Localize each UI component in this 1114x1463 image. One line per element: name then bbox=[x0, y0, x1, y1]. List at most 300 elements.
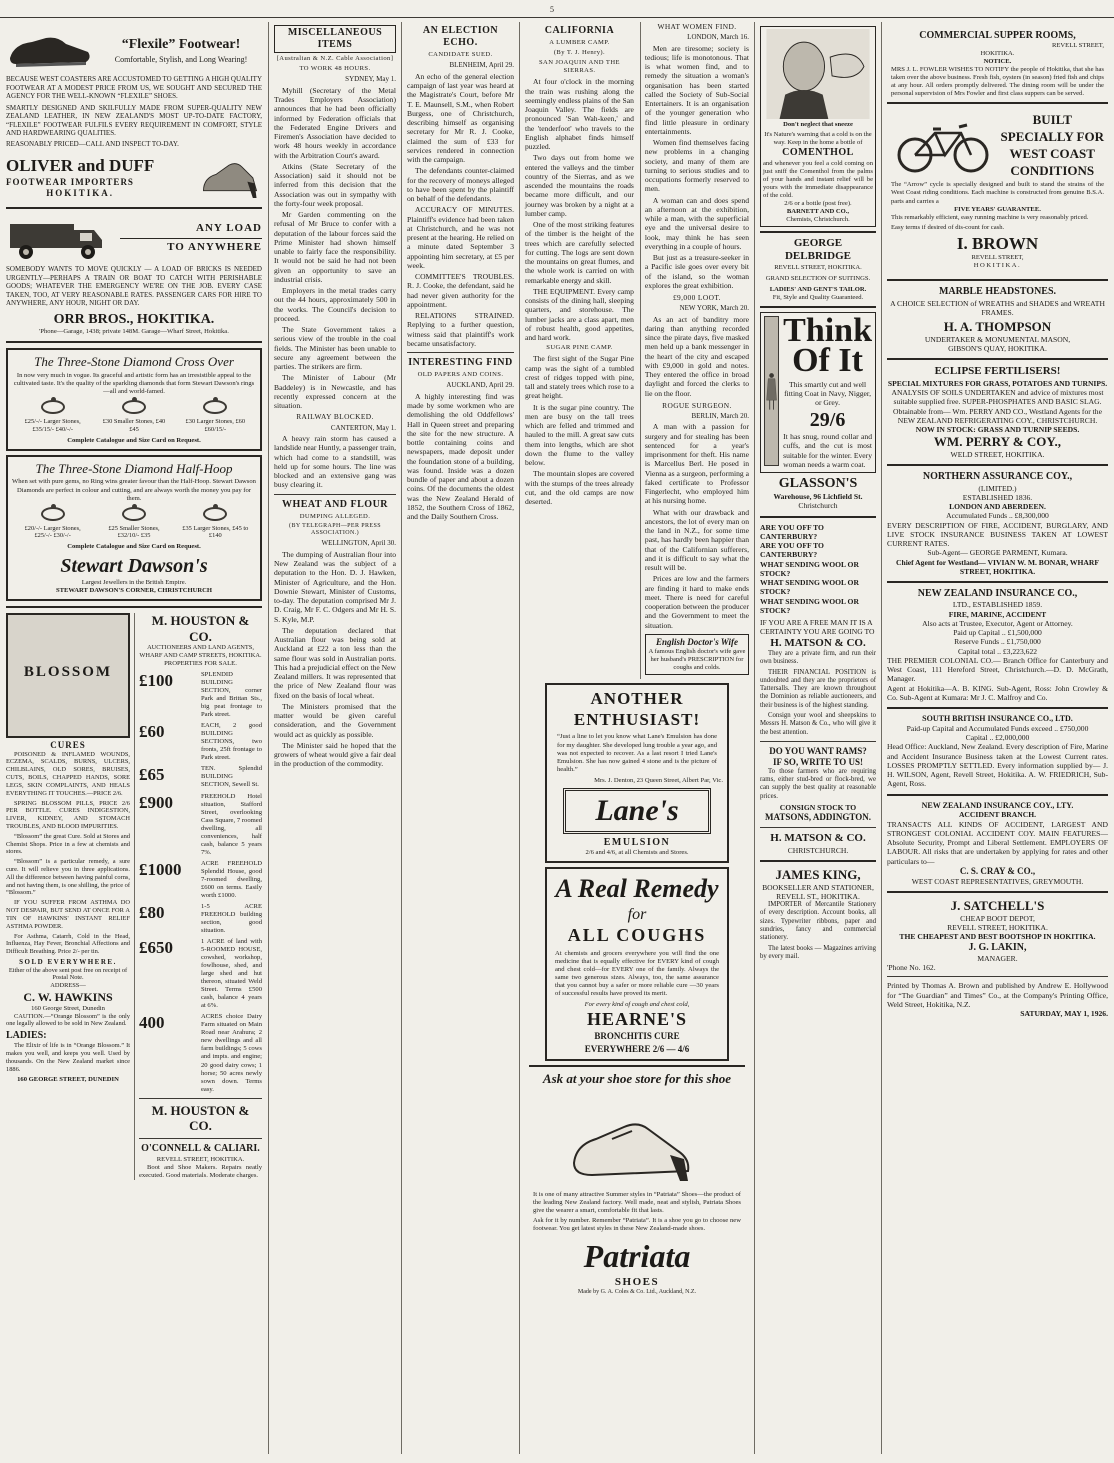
column-4 bbox=[521, 22, 753, 1454]
column-rule bbox=[754, 22, 755, 1454]
nzins-body: THE PREMIER COLONIAL CO.— Branch Office for Canterbury and West Coast, 111 Hereford Street, Christchurch.—D. D. McGrath, Manager. bbox=[887, 655, 1108, 684]
canterbury-question: IF YOU ARE A FREE MAN IT IS A CERTAINTY YOU ARE GOING TO bbox=[760, 618, 875, 637]
page-number: 5 bbox=[550, 5, 554, 14]
oconnell-body: Boot and Shoe Makers. Repairs neatly executed. Good materials. Moderate charges. bbox=[139, 1163, 262, 1179]
paragraph: The State Government takes a serious view of the trouble in the coal fields. The Minister has been unable to secure any agreement between the parties. The strikers are firm. bbox=[274, 325, 396, 372]
dawson-half-hoop-ad bbox=[6, 455, 262, 601]
listing-text: 1 ACRE of land with 5-ROOMED HOUSE, cowshed, workshop, fowlhouse, shed, and large shed and hut thereon, situated Weld Street. Terms £500 cash, balance 4 years at 6%. bbox=[201, 938, 262, 1010]
brown-firm: I. BROWN bbox=[956, 233, 1039, 253]
paragraph: COMMITTEE'S TROUBLES. R. J. Cooke, the defendant, said he had never given authority for the appointment. bbox=[407, 272, 514, 309]
paragraph: ACCURACY OF MINUTES. Plaintiff's evidence had been taken at Christchurch, and he was not present at the hearing. He relied on a minute dated September 3 appointing him secretary, at £5 per week. bbox=[407, 205, 514, 270]
election-heading: AN ELECTION ECHO. bbox=[422, 25, 499, 49]
satchell-tagline: THE CHEAPEST AND BEST BOOTSHOP IN HOKITIKA. bbox=[899, 932, 1096, 942]
satchell-ad bbox=[887, 898, 1108, 972]
listing-text: 1-5 ACRE FREEHOLD building section, good situation. bbox=[201, 902, 262, 934]
coat-figure-icon bbox=[764, 316, 779, 466]
flexile-title: “Flexile” Footwear! bbox=[121, 36, 241, 52]
oliver-duff-town: HOKITIKA. bbox=[46, 187, 115, 198]
remedy-heading-3: ALL COUGHS bbox=[567, 924, 707, 945]
houston-listing bbox=[139, 793, 262, 857]
blossom-ointment-2: “Blossom” is a particular remedy, a sure cure. It will relieve you in three applications. All the difference between having painful corns, and not having them, is one shilling, the price of “Blossom.” bbox=[6, 858, 130, 897]
supper-notice: NOTICE. bbox=[983, 58, 1012, 66]
satchell-firm: J. SATCHELL'S bbox=[950, 898, 1045, 914]
sb-figure: Paid-up Capital and Accumulated Funds exceed .. £750,000 bbox=[906, 723, 1089, 733]
paragraph: The first sight of the Sugar Pine camp was the sight of a tumbled crest of ridges topped with pine, tall and stately trees which rose to a great height. bbox=[525, 354, 634, 401]
flexile-tagline: Comfortable, Stylish, and Long Wearing! bbox=[114, 54, 248, 64]
blossom-logo-text: BLOSSOM bbox=[23, 663, 113, 680]
satchell-sub: CHEAP BOOT DEPOT, bbox=[960, 913, 1035, 923]
nzins-figure: Paid up Capital .. £1,500,000 bbox=[953, 628, 1042, 638]
eclipse-body-3: NOW IN STOCK: GRASS AND TURNIP SEEDS. bbox=[915, 425, 1080, 435]
orr-bros-ad bbox=[6, 214, 262, 336]
bike-guarantee: FIVE YEARS' GUARANTEE. bbox=[954, 205, 1041, 213]
paragraph: One of the most striking features of the timber is the height of the trees which are carefully selected for cutting. The logs are sent down the mountains on great flumes, and the whole work is carried on with remarkable energy and skill. bbox=[525, 220, 634, 285]
cray-firm: C. S. CRAY & CO., bbox=[959, 865, 1036, 876]
remedy-body: At chemists and grocers everywhere you will find the one medicine that is equally effective for EVERY kind of cough and chest cold—for EVERY one of the family. Always the same two generous sizes. Always, too, the same assurance that you cannot buy a safer or more reliable cure —30 years of successful results have proved its merit. bbox=[555, 949, 719, 997]
ring-icon bbox=[122, 400, 146, 414]
lanes-heading: ANOTHER ENTHUSIAST! bbox=[573, 689, 701, 729]
election-subheading: CANDIDATE SUED. bbox=[428, 51, 493, 59]
nzacc-heading: NEW ZEALAND INSURANCE COY., LTY. bbox=[921, 800, 1074, 810]
nzins-sub: LTD., ESTABLISHED 1859. bbox=[952, 600, 1043, 610]
dawson-cross-over-ad bbox=[6, 348, 262, 451]
paragraph: The dumping of Australian flour into New Zealand was the subject of a deputation to the Hon. D. J. Hawken, Minister of Agriculture, and the Hon. Downie Stewart, Minister of Customs, to-day. The deputation comprised Mr J. D. Craig, Mr F. C. Odgers and Mr H. S. S. Kyle, M.P. bbox=[274, 549, 396, 624]
northern-heading: NORTHERN ASSURANCE COY., bbox=[922, 471, 1073, 483]
listing-price: £65 bbox=[139, 765, 165, 785]
sneezing-man-icon bbox=[766, 29, 870, 119]
paragraph: A woman can and does spend an afternoon at the exhibition, while a man, with the superficial eye and the universal desire to look, may think he has seen everything in a couple of hours. bbox=[644, 195, 749, 251]
column-2 bbox=[270, 22, 400, 1454]
northern-address: LONDON AND ABERDEEN. bbox=[949, 502, 1046, 512]
houston-firm: M. HOUSTON & CO. bbox=[151, 612, 250, 644]
remedy-heading: A Real Remedy bbox=[555, 874, 719, 904]
supper-heading: COMMERCIAL SUPPER ROOMS, bbox=[919, 30, 1076, 41]
patriata-body-2: Ask for it by number. Remember “Patriata”. It is a shoe you go to choose new footwear. You get latest styles in these New Zealand-made shoes. bbox=[533, 1216, 741, 1232]
comenthol-firm-sub: Chemists, Christchurch. bbox=[786, 215, 850, 223]
houston-listing bbox=[139, 1013, 262, 1093]
consign-firm: MATSONS, ADDINGTON. bbox=[765, 812, 871, 823]
listing-price: £80 bbox=[139, 902, 165, 922]
wheat-subheading-2: (BY TELEGRAPH—PER PRESS ASSOCIATION.) bbox=[289, 522, 381, 537]
eclipse-ad bbox=[887, 365, 1108, 459]
dawson-cross-body: In now very much in vogue. Its graceful and artistic form has an irresistible appeal to the cultivated taste. It's the quality of the sparkling diamonds that form Stewart Dawson's rings—all and world-famed. bbox=[13, 371, 255, 395]
nz-accident-ad bbox=[887, 801, 1108, 886]
paragraph: Men are tiresome; society is tedious; life is monotonous. That is what women find, and to remedy the situation a woman's organisation has been started called the Society of Sub-Social Entertainers. It is an organisation of the younger generation who find little pleasure in ordinary entertainments. bbox=[644, 43, 749, 136]
paragraph: As an act of banditry more daring than anything recorded since the pirate days, five masked men held up a bank messenger in the heart of the city and escaped with £9,000 in gold and notes. They entered the office in broad daylight and forced the clerks to lie on the floor. bbox=[644, 314, 749, 398]
paragraph: A highly interesting find was made by some workmen who are demolishing the old Oddfellows' Hall in Queen street and preparing the site for the new structure. A bottle containing coins and newspapers, made deposit under the foundation stone of a building, was found. Inside was a dozen bundle of paper and about a dozen coins. Of the documents the oldest was the New Zealand Herald of 1852, the Southern Cross of 1862, and the Daily Southern Cross. bbox=[407, 391, 514, 522]
california-byline: (By T. J. Henry). bbox=[553, 49, 606, 57]
railway-dateline: CANTERTON, May 1. bbox=[330, 423, 396, 432]
women-article bbox=[640, 22, 749, 679]
paragraph: A man with a passion for surgery and for stealing has been sentenced for a year's imprisonment for theft. His name is Marcellus Berl. He posed in Vienna as a surgeon, performing a faked certificate to Professor Fingerlecht, who employed him at his nursing home. bbox=[644, 422, 749, 506]
blossom-firm: C. W. HAWKINS bbox=[23, 989, 113, 1004]
supper-town: HOKITIKA. bbox=[980, 50, 1015, 58]
blossom-ladies-head: LADIES: bbox=[6, 1030, 47, 1042]
eclipse-heading: ECLIPSE FERTILISERS! bbox=[934, 365, 1061, 378]
column-rule bbox=[881, 22, 882, 1454]
king-body-2: The latest books — Magazines arriving by every mail. bbox=[760, 944, 876, 960]
cray-address: WEST COAST REPRESENTATIVES, GREYMOUTH. bbox=[911, 876, 1084, 886]
houston-listing bbox=[139, 938, 262, 1010]
california-heading: CALIFORNIA bbox=[544, 25, 615, 36]
orr-firm: ORR BROS., HOKITIKA. bbox=[53, 311, 215, 327]
paragraph: An echo of the general election campaign of last year was heard at the Magistrate's Court, before Mr T. E. Maunsell, S.M., when Robert Burgess, one of Christchurch, describing himself as organising secretary for Mr R. J. Cooke, claimed the sum of £33 for services rendered in connection with the campaign. bbox=[407, 71, 514, 165]
ring-icon bbox=[41, 400, 65, 414]
bicycle-icon bbox=[893, 115, 993, 175]
nzins-sub-2: FIRE, MARINE, ACCIDENT bbox=[948, 609, 1047, 619]
imprint-date: SATURDAY, MAY 1, 1926. bbox=[1020, 1009, 1108, 1019]
blossom-asthma: IF YOU SUFFER FROM ASTHMA DO NOT DESPAIR, BUT SEND AT ONCE FOR A TIN OF HAWKINS' INSTANT RELIEF ASTHMA POWDER. bbox=[6, 899, 130, 930]
patriata-body: It is one of many attractive Summer styles in “Patriata” Shoes—the product of the leading New Zealand factory. Well made, neat and stylish, Patriata Shoes give the wearer a smart, comfortable fit that lasts. bbox=[533, 1190, 741, 1214]
listing-price: £1000 bbox=[139, 859, 182, 879]
nz-insurance-ad bbox=[887, 588, 1108, 702]
column-1 bbox=[2, 22, 266, 1454]
california-subheading: A LUMBER CAMP. bbox=[549, 39, 610, 47]
blossom-ladies: The Elixir of life is in “Orange Blossom.” It makes you well, and keeps you well. Used by thousands. On the New Zealand market since 1886. bbox=[6, 1042, 130, 1073]
patriata-heading: Ask at your shoe store for this shoe bbox=[542, 1070, 732, 1086]
nzacc-body: TRANSACTS ALL KINDS OF ACCIDENT, LARGEST AND STRONGEST COLONIAL ACCIDENT COY. MAIN FEATURES—Absolute Security, Prompt and Liberal Settlement. EMPLOYERS OF LABOUR. All risks that are undertaken by applying for rates and other particulars to— bbox=[887, 819, 1108, 866]
orr-phone: 'Phone—Garage, 1438; private 148M. Garage—Wharf Street, Hokitika. bbox=[39, 327, 229, 335]
hearnes-brand-sub: BRONCHITIS CURE bbox=[594, 1030, 680, 1041]
northern-subagent: Sub-Agent— GEORGE PARMENT, Kumara. bbox=[927, 548, 1068, 558]
patriata-shoes-ad bbox=[529, 1065, 745, 1301]
nzacc-sub: ACCIDENT BRANCH. bbox=[958, 810, 1037, 820]
listing-price: £900 bbox=[139, 792, 173, 812]
paragraph: Atkins (State Secretary of the Association) said it should not be inferred from this decision that the Association was out in sympathy with the forty-four week proposal. bbox=[274, 161, 396, 208]
comenthol-ad bbox=[760, 26, 876, 227]
column-6 bbox=[883, 22, 1112, 1454]
paragraph: Prices are low and the farmers are finding it hard to make ends meet. There is need for careful cooperation between the producer and the Government to meet the situation. bbox=[644, 574, 749, 630]
paragraph: The Minister of Labour (Mr Baddeley) is in Newcastle, and has recently expressed concern at the situation. bbox=[274, 373, 396, 411]
bike-art-column bbox=[891, 112, 995, 181]
surgeon-heading: ROGUE SURGEON. bbox=[662, 400, 732, 410]
nzins-figure: Reserve Funds .. £1,750,000 bbox=[954, 637, 1041, 647]
king-body: IMPORTER of Mercantile Stationery of every description. Account books, all sizes. Typewriter ribbons, paper and sundries, fancy and commercial stationery. bbox=[760, 901, 876, 942]
comenthol-body-2: and whenever you feel a cold coming on just sniff the Comenthol from the palms of your hands and instant relief will be yours with the immediate disappearance of the cold. bbox=[763, 159, 873, 199]
imprint-body: Printed by Thomas A. Brown and published by Andrew E. Hollywood for “The Guardian” and Times” Co., at the Company's Printing Office, Weld Street, Hokitika, N.Z. bbox=[887, 981, 1108, 1009]
page-header bbox=[0, 4, 1114, 18]
paragraph: The Minister said he hoped that the growers of wheat would give a fair deal in the production of the commodity. bbox=[274, 740, 396, 769]
glassons-price: 29/6 bbox=[809, 408, 846, 431]
ring-icon bbox=[203, 507, 227, 521]
listing-text: ACRE FREEHOLD Splendid House, good 7-roomed dwelling, £600 on terms. Easily worth £1000. bbox=[201, 859, 262, 899]
king-ad bbox=[760, 867, 876, 961]
flexile-body-3: REASONABLY PRICED—CALL AND INSPECT TO-DAY. bbox=[6, 139, 179, 148]
delbridge-ad bbox=[760, 231, 876, 308]
ladies-shoe-icon bbox=[198, 154, 262, 200]
king-firm: JAMES KING, bbox=[775, 866, 861, 882]
misc-subheading: [Australian & N.Z. Cable Association] bbox=[276, 55, 394, 63]
dawson-cross-footer: Complete Catalogue and Size Card on Request. bbox=[67, 436, 201, 444]
women-dateline: LONDON, March 16. bbox=[687, 33, 749, 42]
brown-address: REVELL STREET, bbox=[971, 254, 1024, 262]
sugar-pine-heading: SUGAR PINE CAMP. bbox=[546, 344, 613, 352]
california-subheading-2: SAN JOAQUIN AND THE SIERRAS. bbox=[538, 59, 620, 75]
glassons-ad bbox=[760, 312, 876, 473]
doctor-wife-heading: English Doctor's Wife bbox=[655, 636, 738, 647]
satchell-phone: 'Phone No. 162. bbox=[887, 963, 936, 973]
lanes-quote: “Just a line to let you know what Lane's Emulsion has done for my daughter. She developed lung trouble a year ago, and was not expected to recover. As a last resort I tried Lane's Emulsion. She has now gained 4 stone and is the picture of health.” bbox=[557, 733, 717, 773]
perry-address: WELD STREET, HOKITIKA. bbox=[950, 450, 1045, 460]
listing-text: FREEHOLD Hotel situation, Stafford Street, overlooking Cass Square, 7 roomed dwelling, all conveniences, half cash, balance 5 years 7%. bbox=[201, 792, 262, 856]
perry-firm: WM. PERRY & COY., bbox=[933, 434, 1062, 450]
oconnell-sub: REVELL STREET, HOKITIKA. bbox=[156, 1155, 245, 1163]
listing-price: £100 bbox=[139, 671, 173, 691]
interesting-subheading: OLD PAPERS AND COINS. bbox=[417, 371, 504, 379]
blossom-logo bbox=[6, 613, 130, 738]
orr-title-top: ANY LOAD bbox=[196, 222, 262, 235]
ring-illustrations bbox=[12, 400, 256, 414]
northern-sub: (LIMITED.) bbox=[978, 483, 1017, 493]
king-address: REVELL ST., HOKITIKA. bbox=[776, 891, 860, 901]
houston-sub: AUCTIONEERS AND LAND AGENTS, WHARF AND CAMP STREETS, HOKITIKA. bbox=[139, 644, 262, 660]
misc-dateline: SYDNEY, May 1. bbox=[345, 75, 396, 84]
paragraph: Employers in the metal trades carry out the 44 hours, approximately 500 in the works. The Council's decision to proceed. bbox=[274, 286, 396, 323]
women-heading: WHAT WOMEN FIND. bbox=[657, 22, 737, 31]
blossom-pills: SPRING BLOSSOM PILLS, PRICE 2/6 PER BOTTLE. CURES INDIGESTION, LIVER, KIDNEY, AND STOMACH TROUBLES, AND BLOOD IMPURITIES. bbox=[6, 799, 130, 830]
patriata-footer: Made by G. A. Coles & Co. Ltd., Auckland, N.Z. bbox=[577, 1289, 697, 1296]
paragraph: A heavy rain storm has caused a landslide near Huntly, a passenger train, which had come to a standstill, was held up for some hours. The line was blocked and an extensive gang was busy clearing it. bbox=[274, 434, 396, 490]
northern-chief-agent: Chief Agent for Westland— VIVIAN W. M. BONAR, WHARF STREET, HOKITIKA. bbox=[895, 557, 1099, 576]
column-rule bbox=[401, 22, 402, 1454]
listing-price: 400 bbox=[139, 1013, 165, 1033]
blossom-sold: SOLD EVERYWHERE. bbox=[19, 957, 117, 966]
interesting-heading: INTERESTING FIND bbox=[408, 357, 513, 369]
paragraph: Myhill (Secretary of the Metal Trades Employers Association) announces that he had been officially informed by Federation officials that the Federated Engine Drivers and Firemen's Association have decided to work 48 hours weekly in accordance with the Arbitration Court's award. bbox=[274, 85, 396, 160]
dawson-firm: Stewart Dawson's bbox=[60, 555, 208, 578]
comenthol-price: 2/6 or a bottle (post free). bbox=[784, 199, 852, 207]
imprint bbox=[887, 981, 1108, 1018]
houston-listing bbox=[139, 765, 262, 789]
column-rule bbox=[519, 22, 520, 1454]
blossom-ad bbox=[6, 613, 130, 1084]
houston-sub-2: PROPERTIES FOR SALE. bbox=[164, 660, 237, 668]
doctor-wife-ad bbox=[645, 634, 749, 675]
shoe-icon bbox=[6, 30, 94, 70]
paragraph: The mountain slopes are covered with the stumps of the trees already cut, and the old camps are now deserted. bbox=[525, 469, 634, 507]
eclipse-sub: SPECIAL MIXTURES FOR GRASS, POTATOES AND TURNIPS. bbox=[887, 378, 1108, 388]
marble-body: A CHOICE SELECTION of WREATHS and SHADES and WREATH FRAMES. bbox=[890, 298, 1105, 317]
bike-heading: BUILT SPECIALLY FOR WEST COAST CONDITIONS bbox=[1000, 112, 1104, 179]
loot-dateline: NEW YORK, March 20. bbox=[679, 304, 749, 313]
sb-heading: SOUTH BRITISH INSURANCE CO., LTD. bbox=[922, 714, 1073, 724]
oliver-duff-sub: FOOTWEAR IMPORTERS bbox=[6, 176, 134, 187]
eclipse-body-2: Obtainable from— Wm. PERRY AND CO., Westland Agents for the NEW ZEALAND REFRIGERATING COY., CHRISTCHURCH. bbox=[893, 406, 1102, 425]
surgeon-dateline: BERLIN, March 20. bbox=[691, 411, 749, 420]
thompson-sub: UNDERTAKER & MONUMENTAL MASON, bbox=[924, 334, 1071, 344]
paragraph: Two days out from home we entered the valleys and the timber country of the Sierras, and as we ascended the mountains the roads became more difficult, and our journey was broken by a night at a lumber camp. bbox=[525, 153, 634, 218]
rams-body: To those farmers who are requiring rams, either stud-bred or flock-bred, we can supply the best quality at reasonable prices. bbox=[760, 767, 876, 800]
price-block: £30 Larger Stones, £60 £60/15/- bbox=[185, 417, 246, 433]
comenthol-body: It's Nature's warning that a cold is on the way. Keep in the home a bottle of bbox=[764, 131, 872, 147]
blossom-ointment: “Blossom” the great Cure. Sold at Stores and Chemist Shops. Price in a few at chemists and stores. bbox=[6, 832, 130, 856]
listing-text: SPLENDID BUILDING SECTION, corner Park and Brittan Sts., big peat frontage to Park street. bbox=[201, 671, 262, 719]
remedy-heading-2: for bbox=[627, 906, 647, 924]
comenthol-brand: COMENTHOL bbox=[782, 147, 854, 159]
northern-assurance-ad bbox=[887, 471, 1108, 576]
satchell-manager: J. G. LAKIN, bbox=[968, 941, 1027, 953]
satchell-address: REVELL STREET, HOKITIKA. bbox=[947, 923, 1048, 933]
listing-text: ACRES choice Dairy Farm situated on Main Road near Arahura; 2 new dwellings and all farm buildings; 5 cows and impts. and engine; 20 good dairy cows; 1 horse; 50 acres newly sown down. Terms easy. bbox=[201, 1013, 262, 1093]
canterbury-question: WHAT SENDING WOOL OR STOCK? bbox=[760, 596, 859, 615]
houston-footer: M. HOUSTON & CO. bbox=[151, 1102, 250, 1134]
misc-heading: MISCELLANEOUS ITEMS bbox=[274, 25, 396, 53]
rams-heading: DO YOU WANT RAMS? bbox=[769, 745, 867, 756]
lanes-brand-sub: EMULSION bbox=[603, 837, 671, 849]
canterbury-question: ARE YOU OFF TO CANTERBURY? bbox=[760, 522, 824, 541]
matson-body-2: THEIR FINANCIAL POSITION is undoubted and they are the proprietors of Tattersalls. They are known throughout the Dominion as reliable auctioneers, and their business is of the highest standing. bbox=[760, 668, 876, 709]
brown-town: HOKITIKA. bbox=[973, 262, 1022, 270]
listing-text: EACH, 2 good BUILDING SECTIONS, two fronts, 25ft frontage to Park street. bbox=[201, 722, 262, 762]
bike-body-3: Easy terms if desired of dis-count for cash. bbox=[891, 223, 1005, 231]
comenthol-firm: BARNETT AND CO., bbox=[786, 207, 850, 215]
listing-price: £60 bbox=[139, 722, 165, 742]
sb-figure: Capital .. £2,000,000 bbox=[965, 733, 1030, 743]
election-dateline: BLENHEIM, April 29. bbox=[449, 61, 514, 70]
glassons-address: Warehouse, 96 Lichfield St. bbox=[773, 492, 863, 502]
delbridge-body-2: LADIES' AND GENT'S TAILOR. bbox=[769, 285, 867, 293]
matson-firm: H. MATSON & CO. bbox=[770, 636, 866, 649]
wheat-heading: WHEAT AND FLOUR bbox=[281, 498, 389, 510]
rams-write: IF SO, WRITE TO US! bbox=[773, 756, 863, 767]
listing-text: TEN. Splendid BUILDING SECTION, Sewell St. bbox=[201, 765, 262, 789]
matson-body-3: Consign your wool and sheepskins to Messrs H. Matson & Co., who will give it the best attention. bbox=[760, 712, 876, 736]
matson-firm-2: H. MATSON & CO. bbox=[770, 832, 866, 845]
supper-address: REVELL STREET, bbox=[1051, 42, 1104, 50]
column-rule bbox=[268, 22, 269, 1454]
sb-body: Head Office: Auckland, New Zealand. Every description of Fire, Marine and Accident Insurance Business taken at the Lowest Current rates. LOSSES PROMPTLY SETTLED. Every information supplied by— J. H. WILSON, Agent, Revell Street, Hokitika. A. W. FRIEDRICH, Sub-Agent, Ross. bbox=[887, 742, 1108, 789]
king-sub: BOOKSELLER AND STATIONER, bbox=[762, 882, 874, 892]
comenthol-box-head: Don't neglect that sneeze bbox=[783, 121, 853, 129]
houston-listing bbox=[139, 671, 262, 719]
glassons-heading: Think Of It bbox=[783, 311, 872, 380]
lanes-emulsion-ad bbox=[545, 683, 729, 863]
delbridge-firm: GEORGE DELBRIDGE bbox=[784, 236, 852, 263]
paragraph: At four o'clock in the morning the train was rushing along the seemingly endless plains of the San Joaquin Valley. The fields are pronounced 'San Wah-keen,' and the 'tenderfoot' who travels to the English alphabet finds himself puzzled. bbox=[525, 77, 634, 152]
column-5 bbox=[756, 22, 880, 1454]
dawson-hoop-prices bbox=[12, 525, 256, 541]
thompson-address: GIBSON'S QUAY, HOKITIKA. bbox=[948, 344, 1047, 354]
wheat-dateline: WELLINGTON, April 30. bbox=[321, 539, 396, 548]
orr-title-bottom: TO ANYWHERE bbox=[120, 238, 262, 254]
misc-subheading-2: TO WORK 48 HOURS. bbox=[299, 65, 371, 73]
paragraph: What with our drawback and ancestors, the lot of every man on the land in N.Z., for some time past, has hardly been happier than that of the Californian sufferers, and it is difficult to say what the result will be. bbox=[644, 507, 749, 573]
canterbury-question: WHAT SENDING WOOL OR STOCK? bbox=[760, 578, 859, 597]
paragraph: Women find themselves facing new problems in a changing society, and many of them are turning to serious studies and to occupations formerly reserved to men. bbox=[644, 138, 749, 194]
dawson-address: STEWART DAWSON'S CORNER, CHRISTCHURCH bbox=[55, 586, 213, 594]
bike-head-column bbox=[1001, 112, 1105, 181]
arrow-cycle-ad bbox=[887, 108, 1108, 274]
lanes-signature: Mrs. J. Denton, 23 Queen Street, Albert Par, Vic. bbox=[594, 776, 723, 784]
loot-heading: £9,000 LOOT. bbox=[672, 293, 721, 303]
nzins-agent: Agent at Hokitika—A. B. KING. Sub-Agent, Ross: John Crowley & Co. Sub-Agent at Kumara: Mr J. C. Malfroy and Co. bbox=[887, 683, 1108, 702]
northern-sub-2: ESTABLISHED 1836. bbox=[962, 492, 1033, 502]
matson-town: CHRISTCHURCH. bbox=[787, 845, 849, 855]
ring-icon bbox=[41, 507, 65, 521]
blossom-asthma-2: For Asthma, Catarrh, Cold in the Head, Influenza, Hay Fever, Bronchial Affections and Difficult Breathing. Price 2/- per tin. bbox=[6, 932, 130, 956]
glassons-firm: GLASSON'S bbox=[778, 476, 858, 492]
blossom-footer: 160 GEORGE STREET, DUNEDIN bbox=[17, 1075, 119, 1083]
boot-icon bbox=[562, 1093, 712, 1183]
blossom-caution: CAUTION.—“Orange Blossom” is the only one legally allowed to be sold in New Zealand. bbox=[6, 1012, 130, 1028]
paragraph: THE EQUIPMENT. Every camp consists of the dining hall, sleeping quarters, and storehouse. The lumber jacks are a class apart, men of robust health, good appetites, and hard work. bbox=[525, 286, 634, 343]
ring-icon bbox=[122, 507, 146, 521]
nzins-figure: Capital total .. £3,223,622 bbox=[957, 646, 1038, 656]
nzins-heading: NEW ZEALAND INSURANCE CO., bbox=[917, 588, 1078, 600]
dawson-cross-title: The Three-Stone Diamond Cross Over bbox=[34, 354, 234, 370]
hearnes-cure-ad bbox=[545, 867, 729, 1060]
lanes-footer: 2/6 and 4/6, at all Chemists and Stores. bbox=[585, 849, 689, 857]
ring-illustrations bbox=[12, 507, 256, 521]
supper-rooms-ad bbox=[887, 26, 1108, 104]
delbridge-body: GRAND SELECTION OF SUITINGS. bbox=[765, 274, 871, 282]
column-3 bbox=[403, 22, 518, 1454]
canterbury-question: WHAT SENDING WOOL OR STOCK? bbox=[760, 559, 859, 578]
dawson-cross-prices bbox=[12, 418, 256, 434]
satchell-manager-role: MANAGER. bbox=[977, 953, 1018, 963]
price-block: £25 Smaller Stones, £32/10/- £35 bbox=[108, 524, 160, 540]
marble-heading: MARBLE HEADSTONES. bbox=[938, 286, 1057, 298]
thompson-firm: H. A. THOMPSON bbox=[943, 319, 1052, 335]
hearnes-brand: HEARNE'S bbox=[586, 1008, 688, 1029]
canterbury-question: ARE YOU OFF TO CANTERBURY? bbox=[760, 541, 824, 560]
hearnes-footer: EVERYWHERE 2/6 — 4/6 bbox=[584, 1043, 690, 1054]
wheat-subheading: DUMPING ALLEGED. bbox=[299, 512, 371, 520]
paragraph: RELATIONS STRAINED. Replying to a further question, witness said that plaintiff's work became unsatisfactory. bbox=[407, 311, 514, 348]
blossom-address: 160 George Street, Dunedin bbox=[31, 1004, 105, 1012]
eclipse-body: ANALYSIS OF SOILS UNDERTAKEN and advice of mixtures most suitable supplied free. SUPER-PHOSPHATES AND BASIC SLAG. bbox=[891, 388, 1104, 407]
interesting-dateline: AUCKLAND, April 29. bbox=[446, 381, 514, 390]
paragraph: The Ministers promised that the matter would be given careful consideration, and the Government would act as quickly as possible. bbox=[274, 701, 396, 739]
delbridge-address: REVELL STREET, HOKITIKA. bbox=[774, 263, 862, 271]
blossom-cures: POISONED & INFLAMED WOUNDS, ECZEMA, SCALDS, BURNS, ULCERS, CHILBLAINS, OLD SORES, BRUISES, CUTS, BOILS, CHAPPED HANDS, SORE LEGS, SKIN COMPLAINTS, AND HEALS EVERYTHING IT TOUCHES.—PRICE 2/6. bbox=[6, 750, 130, 797]
patriata-brand-sub: SHOES bbox=[614, 1276, 660, 1289]
glassons-body-2: It has snug, round collar and cuffs, and the cut is most suitable for the winter. Every woman needs a warm coat. bbox=[783, 432, 872, 469]
railway-heading: RAILWAY BLOCKED. bbox=[296, 412, 374, 422]
bike-body-2: This remarkably efficient, easy running machine is very reasonably priced. bbox=[891, 213, 1089, 221]
oliver-duff-firm: OLIVER and DUFF bbox=[6, 155, 155, 175]
paragraph: The defendants counter-claimed for the recovery of moneys alleged to have been spent by the plaintiff on behalf of the defendants. bbox=[407, 166, 514, 204]
truck-icon bbox=[6, 214, 116, 262]
flexile-body: BECAUSE WEST COASTERS ARE ACCUSTOMED TO GETTING A HIGH QUALITY FOOTWEAR AT A MODEST PRICE FROM US, WE SOUGHT AND SECURED THE AGENCY FOR THE WELL-KNOWN “FLEXILE” SHOES. bbox=[6, 75, 262, 101]
blossom-address-head: ADDRESS— bbox=[50, 982, 86, 990]
oconnell-firm: O'CONNELL & CALIARI. bbox=[141, 1143, 260, 1155]
price-block: £35 Larger Stones, £45 to £140 bbox=[182, 524, 249, 540]
houston-ad bbox=[134, 613, 262, 1180]
northern-body: EVERY DESCRIPTION OF FIRE, ACCIDENT, BURGLARY, AND LIVE STOCK INSURANCE BUSINESS TAKEN AT LOWEST CURRENT RATES. bbox=[887, 520, 1108, 549]
dawson-firm-sub: Largest Jewellers in the British Empire. bbox=[81, 578, 187, 586]
paragraph: But just as a treasure-seeker in a Pacific isle goes over every bit of the island, so the woman explores the great exhibition. bbox=[644, 253, 749, 290]
flexile-body-2: SMARTLY DESIGNED AND SKILFULLY MADE FROM SUPER-QUALITY NEW ZEALAND LEATHER, IN NEW ZEALAND'S MOST UP-TO-DATE FACTORY, “FLEXILE” FOOTWEAR FULFILS EVERY REQUIREMENT IN COMFORT, STYLE AND HARDWEARING QUALITIES. bbox=[6, 103, 262, 138]
dawson-hoop-title: The Three-Stone Diamond Half-Hoop bbox=[35, 460, 233, 476]
paragraph: Mr Garden commenting on the refusal of Mr Bruce to confer with a deputation of the labour forces said the Prime Minister had shown himself unable to fairly face the responsibility. It would not be said he had not been given an opportunity to save an industrial crisis. bbox=[274, 210, 396, 284]
orr-body: SOMEBODY WANTS TO MOVE QUICKLY — A LOAD OF BRICKS IS NEEDED URGENTLY—PERHAPS A TRAIN OR BOAT TO CATCH WITH PERISHABLE GOODS; WHATEVER THE EMERGENCY WE'RE ON THE JOB. EVERY CASE TAKEN, TOO, AT VERY REASONABLE RATES. PASSENGER CARS FOR HIRE TO ANYWHERE, ANY HOUR, NIGHT OR DAY. bbox=[6, 265, 262, 308]
consign-heading: CONSIGN STOCK TO bbox=[779, 802, 857, 812]
glassons-town: Christchurch bbox=[798, 501, 838, 511]
bike-body: The “Arrow” cycle is specially designed and built to stand the strains of the West Coast riding conditions. Each machine is constructed from genuine B.S.A. parts and carries a bbox=[891, 181, 1104, 205]
delbridge-body-3: Fit, Style and Quality Guaranteed. bbox=[772, 293, 864, 301]
houston-listing bbox=[139, 860, 262, 900]
dawson-hoop-footer: Complete Catalogue and Size Card on Request. bbox=[67, 543, 201, 551]
price-block: £25/-/- Larger Stones, £35/15/- £40/-/- bbox=[24, 417, 81, 433]
south-british-ad bbox=[887, 714, 1108, 789]
nzins-sub-3: Also acts at Trustee, Executor, Agent or Attorney. bbox=[922, 618, 1073, 628]
blossom-sold-2: Either of the above sent post free on receipt of Postal Note. bbox=[8, 966, 128, 982]
matson-ad bbox=[760, 523, 876, 855]
northern-funds: Accumulated Funds .. £8,300,000 bbox=[946, 511, 1049, 521]
california-article bbox=[525, 22, 634, 679]
supper-body: MRS J. L. FOWLER WISHES TO NOTIFY the people of Hokitika, that she has taken over the above business. Fresh fish, oysters (in season) fried fish and chips at any hour. All orders promptly delivered. The dining room will be under the personal supervision of Mrs Fowler and first class suppers can be served. bbox=[891, 66, 1104, 98]
